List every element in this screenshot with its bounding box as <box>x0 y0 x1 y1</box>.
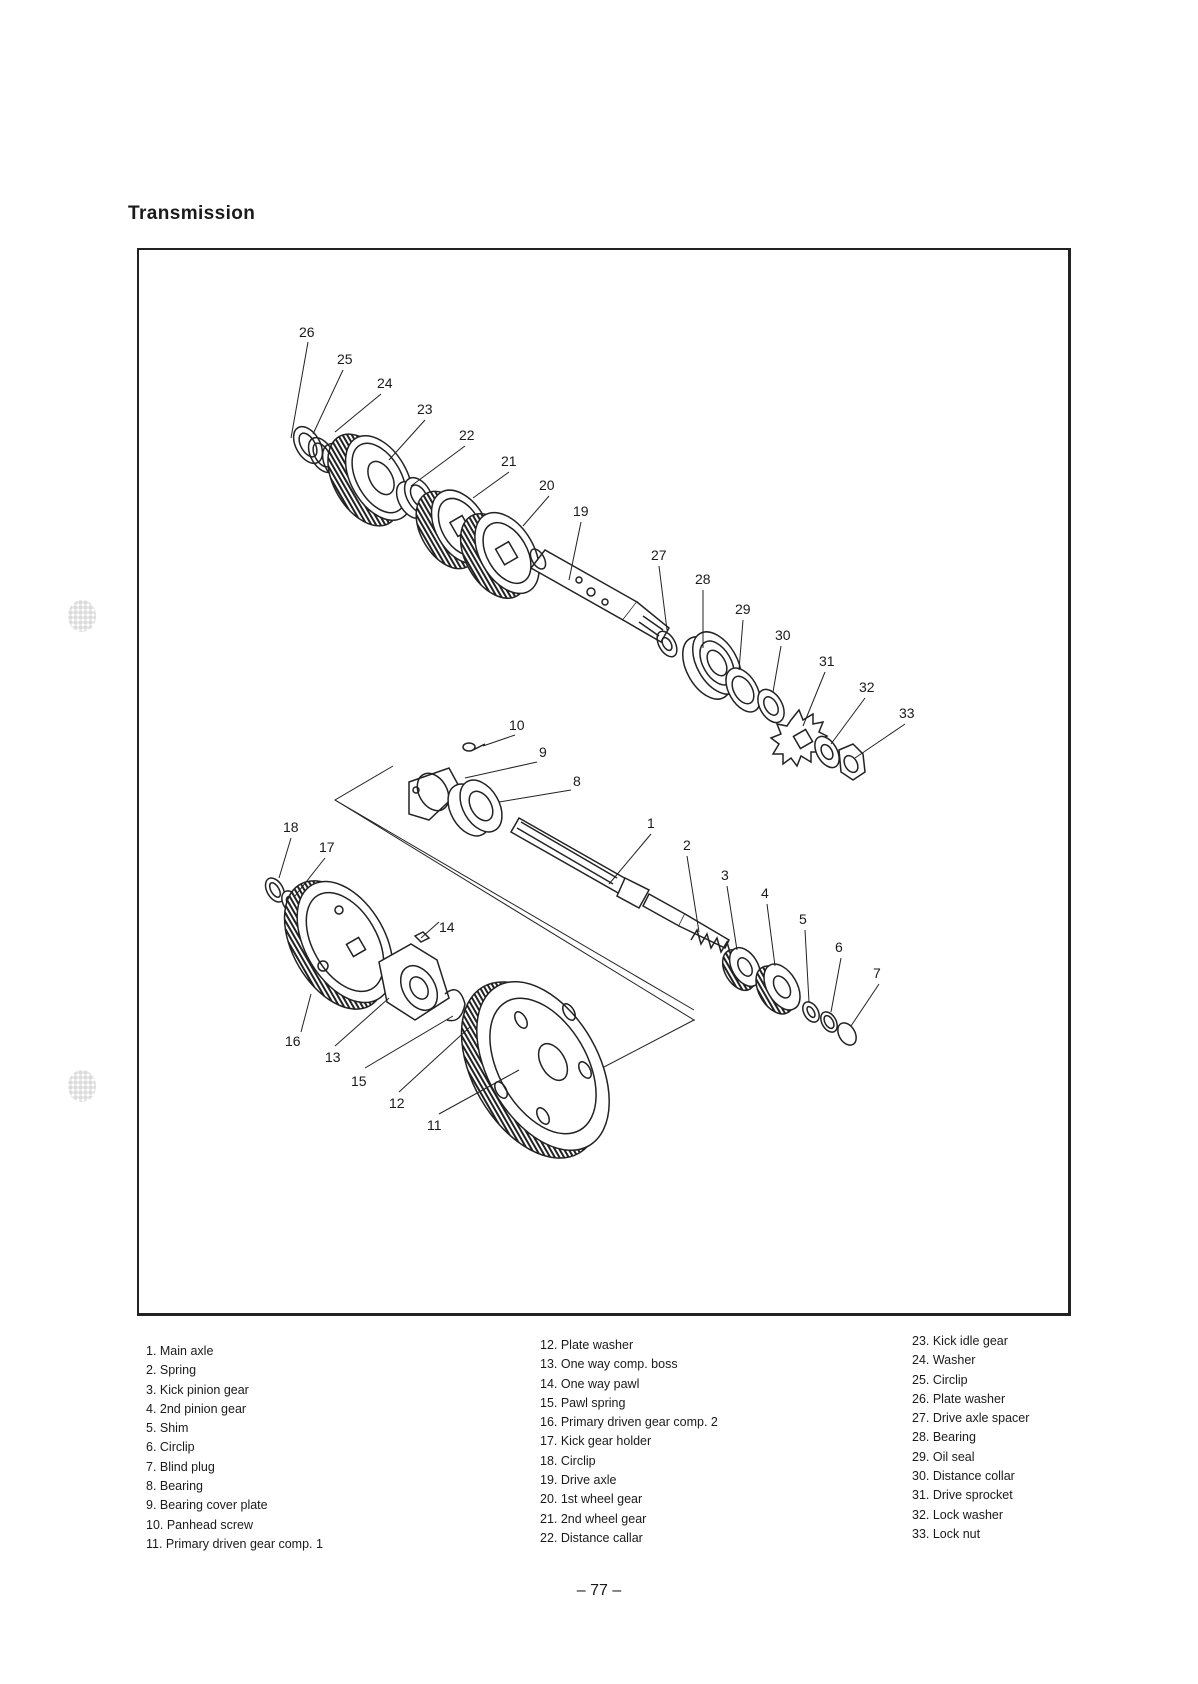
legend-item: 17. Kick gear holder <box>540 1434 652 1449</box>
callout-16: 16 <box>285 1033 301 1049</box>
callout-24: 24 <box>377 375 393 391</box>
legend-item: 29. Oil seal <box>912 1449 975 1464</box>
one-way-comp-boss-13 <box>379 944 449 1020</box>
callout-21: 21 <box>501 453 517 469</box>
legend-item: 16. Primary driven gear comp. 2 <box>540 1415 718 1430</box>
callout-31: 31 <box>819 653 835 669</box>
legend-item: 21. 2nd wheel gear <box>540 1511 647 1526</box>
callout-9: 9 <box>539 744 547 760</box>
callout-32: 32 <box>859 679 875 695</box>
callout-30: 30 <box>775 627 791 643</box>
callout-6: 6 <box>835 939 843 955</box>
page-number: – 77 – <box>576 1582 622 1599</box>
circlip-6 <box>817 1009 840 1035</box>
legend-item: 23. Kick idle gear <box>912 1334 1008 1348</box>
callout-7: 7 <box>873 965 881 981</box>
parts-legend-column-2 <box>540 1336 718 1548</box>
legend-item: 12. Plate washer <box>540 1338 634 1352</box>
parts-legend-column-3 <box>912 1332 1029 1544</box>
callout-17: 17 <box>319 839 335 855</box>
legend-item: 24. Washer <box>912 1353 976 1368</box>
callout-3: 3 <box>721 867 729 883</box>
legend-item: 8. Bearing <box>146 1479 203 1494</box>
legend-item: 10. Panhead screw <box>146 1517 254 1532</box>
legend-item: 33. Lock nut <box>912 1526 981 1541</box>
legend-item: 30. Distance collar <box>912 1469 1015 1484</box>
shim-5 <box>799 999 822 1025</box>
callout-25: 25 <box>337 351 353 367</box>
legend-item: 13. One way comp. boss <box>540 1357 678 1372</box>
lock-nut-33 <box>839 744 865 780</box>
callout-10: 10 <box>509 717 525 733</box>
callout-20: 20 <box>539 477 555 493</box>
primary-driven-gear-comp-1-11 <box>433 958 637 1182</box>
callout-27: 27 <box>651 547 667 563</box>
legend-item: 4. 2nd pinion gear <box>146 1401 247 1416</box>
legend-item: 14. One way pawl <box>540 1376 640 1391</box>
callout-4: 4 <box>761 885 769 901</box>
drive-axle-19 <box>527 546 669 642</box>
legend-item: 31. Drive sprocket <box>912 1488 1013 1503</box>
callout-8: 8 <box>573 773 581 789</box>
legend-item: 3. Kick pinion gear <box>146 1382 249 1397</box>
legend-item: 6. Circlip <box>146 1440 195 1455</box>
legend-item: 11. Primary driven gear comp. 1 <box>146 1536 323 1551</box>
panhead-screw-10 <box>463 743 485 751</box>
legend-item: 28. Bearing <box>912 1430 976 1445</box>
callout-28: 28 <box>695 571 711 587</box>
callout-5: 5 <box>799 911 807 927</box>
legend-item: 1. Main axle <box>146 1344 214 1358</box>
callout-33: 33 <box>899 705 915 721</box>
blind-plug-7 <box>834 1020 860 1049</box>
legend-item: 15. Pawl spring <box>540 1395 626 1410</box>
callout-2: 2 <box>683 837 691 853</box>
callout-1: 1 <box>647 815 655 831</box>
callout-13: 13 <box>325 1049 341 1065</box>
legend-item: 32. Lock washer <box>912 1507 1004 1522</box>
legend-item: 5. Shim <box>146 1421 189 1436</box>
callout-26: 26 <box>299 324 315 340</box>
callout-18: 18 <box>283 819 299 835</box>
legend-item: 18. Circlip <box>540 1453 596 1468</box>
callout-23: 23 <box>417 401 433 417</box>
legend-item: 7. Blind plug <box>146 1459 215 1474</box>
exploded-view-diagram <box>137 248 1071 1316</box>
legend-item: 25. Circlip <box>912 1372 968 1387</box>
transmission-exploded-drawing <box>139 250 1069 1314</box>
main-axle-1 <box>511 818 729 948</box>
legend-item: 20. 1st wheel gear <box>540 1492 643 1507</box>
callout-15: 15 <box>351 1073 367 1089</box>
callout-22: 22 <box>459 427 475 443</box>
page-title: Transmission <box>128 203 256 224</box>
callout-29: 29 <box>735 601 751 617</box>
callout-12: 12 <box>389 1095 405 1111</box>
legend-item: 26. Plate washer <box>912 1391 1006 1406</box>
callout-19: 19 <box>573 503 589 519</box>
punch-hole-mark <box>68 1070 96 1102</box>
legend-item: 9. Bearing cover plate <box>146 1498 268 1513</box>
callout-11: 11 <box>427 1117 442 1133</box>
legend-item: 22. Distance callar <box>540 1530 643 1545</box>
callout-14: 14 <box>439 919 455 935</box>
punch-hole-mark <box>68 600 96 632</box>
parts-legend-column-1 <box>146 1342 323 1554</box>
legend-item: 27. Drive axle spacer <box>912 1411 1030 1426</box>
legend-item: 2. Spring <box>146 1363 197 1378</box>
legend-item: 19. Drive axle <box>540 1473 617 1488</box>
